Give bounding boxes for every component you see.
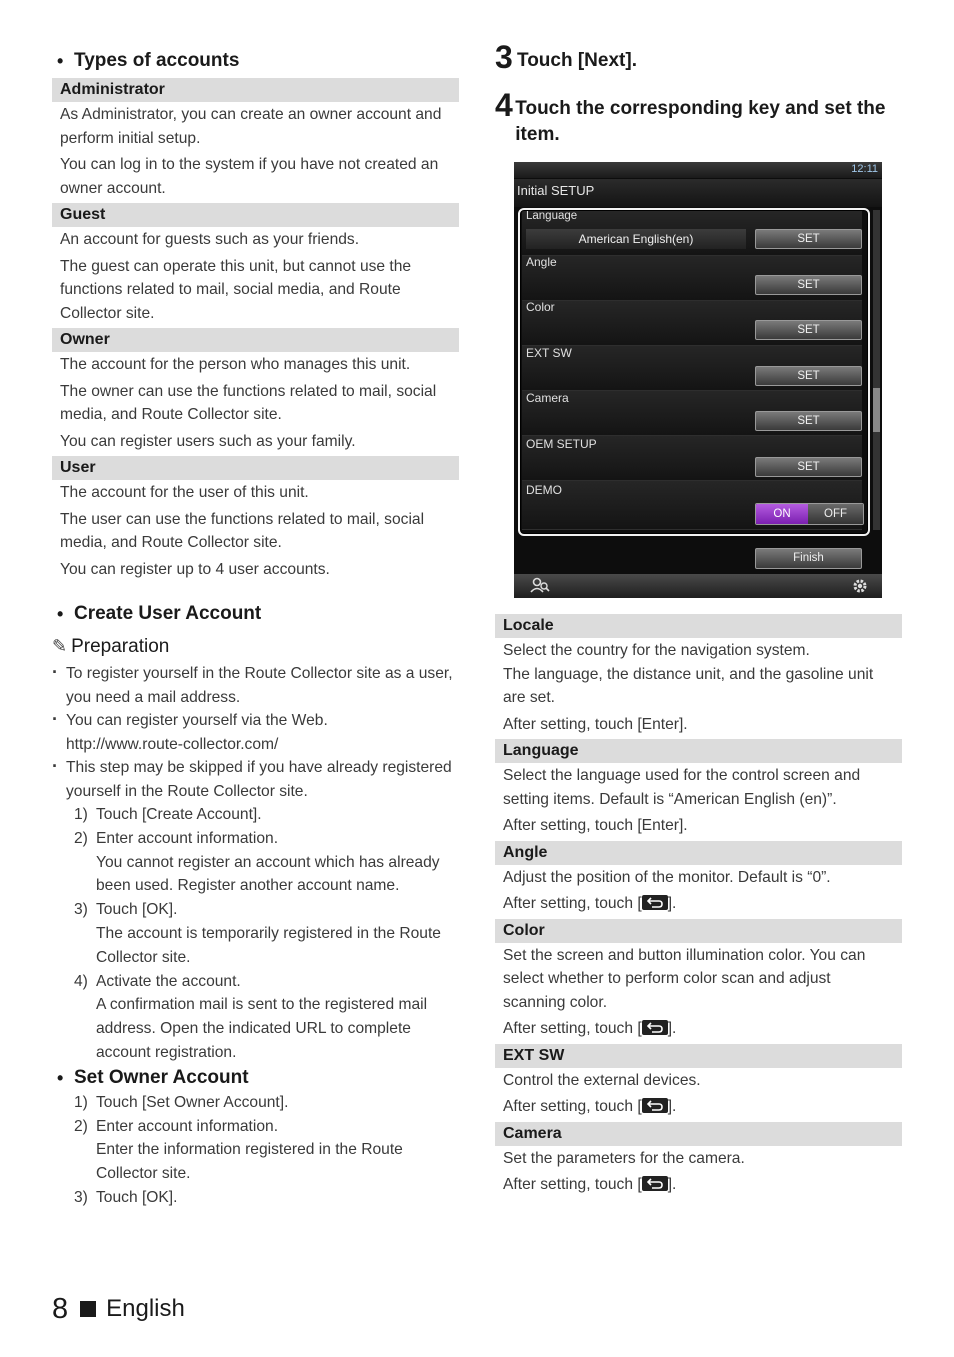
guest-text-2: The guest can operate this unit, but cannot use the functions related to mail, social media, and Route Collector site. bbox=[60, 257, 412, 322]
locale-text-2: After setting, touch [Enter]. bbox=[503, 715, 688, 733]
administrator-text-2: You can log in to the system if you have not created an owner account. bbox=[60, 156, 439, 197]
oem-setup-set-button[interactable]: SET bbox=[755, 457, 862, 477]
step-text: Activate the account. A confirmation mail is sent to the registered mail address. Open the indicated URL to complete account registration. bbox=[96, 972, 428, 1061]
locale-header: Locale bbox=[495, 614, 902, 638]
page-footer bbox=[52, 1291, 185, 1327]
step-4-number: 4 bbox=[495, 87, 513, 123]
language-text-2: After setting, touch [Enter]. bbox=[503, 817, 688, 834]
language-set-button[interactable]: SET bbox=[755, 229, 862, 249]
preparation-heading bbox=[52, 633, 459, 660]
demo-on-button[interactable]: ON bbox=[756, 504, 808, 524]
owner-step bbox=[74, 1115, 459, 1186]
step-3-text: Touch [Next]. bbox=[517, 50, 637, 71]
close-bracket-text: ]. bbox=[667, 1098, 677, 1115]
step-3 bbox=[495, 40, 902, 74]
close-bracket-text: ]. bbox=[667, 1176, 677, 1193]
create-steps-list bbox=[52, 803, 459, 1065]
owner-text-1: The account for the person who manages this unit. bbox=[60, 356, 411, 373]
demo-label: DEMO bbox=[526, 483, 562, 497]
guest-text-1: An account for guests such as your friends. bbox=[60, 231, 360, 248]
footer-language: English bbox=[106, 1295, 185, 1322]
step-text: Enter account information. You cannot register an account which has already been used. Register another account name. bbox=[96, 829, 440, 895]
back-arrow-icon bbox=[642, 1176, 668, 1191]
left-column bbox=[52, 48, 459, 1210]
step-number: 3) bbox=[74, 901, 88, 919]
step-text: Touch [OK]. bbox=[96, 1188, 178, 1206]
step-3-number: 3 bbox=[495, 39, 513, 75]
step-text: Touch [Create Account]. bbox=[96, 806, 262, 823]
close-bracket-text: ]. bbox=[667, 895, 677, 912]
preparation-label: Preparation bbox=[71, 636, 170, 657]
camera-set-button[interactable]: SET bbox=[755, 411, 862, 431]
ext-sw-text-1: Control the external devices. bbox=[503, 1071, 701, 1089]
angle-text-1: Adjust the position of the monitor. Default is “0”. bbox=[503, 868, 831, 886]
scrollbar-thumb[interactable] bbox=[873, 388, 880, 432]
step-text: Enter account information. Enter the information registered in the Route Collector site. bbox=[96, 1117, 403, 1183]
create-step bbox=[74, 970, 459, 1065]
locale-text-1: Select the country for the navigation system. The language, the distance unit, and the gasoline unit are set. bbox=[503, 642, 874, 706]
step-number: 1) bbox=[74, 806, 88, 823]
user-text-1: The account for the user of this unit. bbox=[60, 484, 309, 501]
create-user-account-heading: • Create User Account bbox=[52, 601, 459, 627]
language-header: Language bbox=[495, 739, 902, 763]
prep-item-text: You can register yourself via the Web. http://www.route-collector.com/ bbox=[66, 712, 328, 753]
set-owner-account-heading: • Set Owner Account bbox=[52, 1065, 459, 1091]
after-setting-text: After setting, touch [ bbox=[503, 1020, 642, 1037]
step-number: 1) bbox=[74, 1093, 88, 1111]
after-setting-text: After setting, touch [ bbox=[503, 895, 642, 912]
owner-text-2: The owner can use the functions related to mail, social media, and Route Collector site. bbox=[60, 382, 437, 423]
back-arrow-icon bbox=[642, 1020, 668, 1035]
preparation-list bbox=[52, 662, 459, 803]
screen-title: Initial SETUP bbox=[517, 183, 595, 198]
user-text-3: You can register up to 4 user accounts. bbox=[60, 560, 330, 578]
angle-label: Angle bbox=[526, 255, 557, 269]
camera-text-2 bbox=[495, 1173, 902, 1197]
create-step bbox=[74, 803, 459, 827]
owner-steps-list bbox=[52, 1091, 459, 1210]
account-icon[interactable] bbox=[528, 577, 552, 595]
clock: 12:11 bbox=[851, 163, 878, 175]
language-value: American English(en) bbox=[526, 229, 746, 249]
step-text: Touch [Set Owner Account]. bbox=[96, 1093, 289, 1111]
prep-item: · This step may be skipped if you have already registered yourself in the Route Collector site. bbox=[52, 756, 459, 803]
page-number: 8 bbox=[52, 1293, 69, 1325]
camera-text-1: Set the parameters for the camera. bbox=[503, 1149, 745, 1167]
camera-label: Camera bbox=[526, 391, 569, 405]
pencil-icon: ✎ bbox=[52, 636, 68, 656]
create-step bbox=[74, 827, 459, 898]
color-set-button[interactable]: SET bbox=[755, 320, 862, 340]
oem-setup-label: OEM SETUP bbox=[526, 437, 597, 451]
user-text-2: The user can use the functions related to mail, social media, and Route Collector site. bbox=[60, 510, 425, 551]
step-number: 2) bbox=[74, 829, 88, 847]
initial-setup-screenshot bbox=[514, 162, 882, 598]
step-text: Touch [OK]. The account is temporarily registered in the Route Collector site. bbox=[96, 901, 441, 966]
create-step bbox=[74, 898, 459, 969]
owner-step bbox=[74, 1186, 459, 1210]
scrollbar-track[interactable] bbox=[873, 210, 880, 530]
back-arrow-icon bbox=[642, 1098, 668, 1113]
status-bar bbox=[514, 162, 882, 178]
step-4 bbox=[495, 88, 902, 148]
color-label: Color bbox=[526, 300, 555, 314]
camera-header: Camera bbox=[495, 1122, 902, 1146]
step-number: 2) bbox=[74, 1117, 88, 1135]
administrator-text-1: As Administrator, you can create an owner account and perform initial setup. bbox=[60, 106, 442, 147]
angle-set-button[interactable]: SET bbox=[755, 275, 862, 295]
language-label: Language bbox=[526, 210, 578, 222]
right-column bbox=[495, 40, 902, 1200]
finish-button[interactable]: Finish bbox=[755, 548, 862, 569]
after-setting-text: After setting, touch [ bbox=[503, 1176, 642, 1193]
bottom-bar bbox=[514, 574, 882, 598]
step-number: 3) bbox=[74, 1188, 88, 1206]
color-header: Color bbox=[495, 919, 902, 943]
step-number: 4) bbox=[74, 972, 88, 990]
angle-header: Angle bbox=[495, 841, 902, 865]
owner-header: Owner bbox=[52, 328, 459, 352]
square-marker-icon bbox=[80, 1301, 96, 1317]
user-header: User bbox=[52, 456, 459, 480]
language-text-1: Select the language used for the control screen and setting items. Default is “American English (en)”. bbox=[503, 767, 861, 808]
settings-table bbox=[495, 614, 902, 1197]
ext-sw-header: EXT SW bbox=[495, 1044, 902, 1068]
owner-step bbox=[74, 1091, 459, 1115]
step-4-text: Touch the corresponding key and set the item. bbox=[515, 98, 886, 145]
owner-text-3: You can register users such as your family. bbox=[60, 432, 356, 450]
prep-item: · To register yourself in the Route Collector site as a user, you need a mail address. bbox=[52, 662, 459, 709]
angle-text-2 bbox=[495, 892, 902, 916]
ext-sw-text-2 bbox=[495, 1095, 902, 1119]
gear-icon[interactable] bbox=[848, 577, 872, 595]
close-bracket-text: ]. bbox=[667, 1020, 677, 1037]
back-arrow-icon bbox=[642, 895, 668, 910]
color-text-2 bbox=[495, 1017, 902, 1041]
color-text-1: Set the screen and button illumination color. You can select whether to perform color scan and adjust scanning color. bbox=[503, 946, 866, 1011]
ext-sw-set-button[interactable]: SET bbox=[755, 366, 862, 386]
guest-header: Guest bbox=[52, 203, 459, 227]
after-setting-text: After setting, touch [ bbox=[503, 1098, 642, 1115]
types-of-accounts-heading: • Types of accounts bbox=[52, 48, 459, 74]
demo-off-button[interactable]: OFF bbox=[808, 504, 863, 524]
prep-item bbox=[52, 709, 459, 756]
administrator-header: Administrator bbox=[52, 78, 459, 102]
settings-highlight-frame bbox=[518, 208, 870, 536]
ext-sw-label: EXT SW bbox=[526, 346, 572, 360]
